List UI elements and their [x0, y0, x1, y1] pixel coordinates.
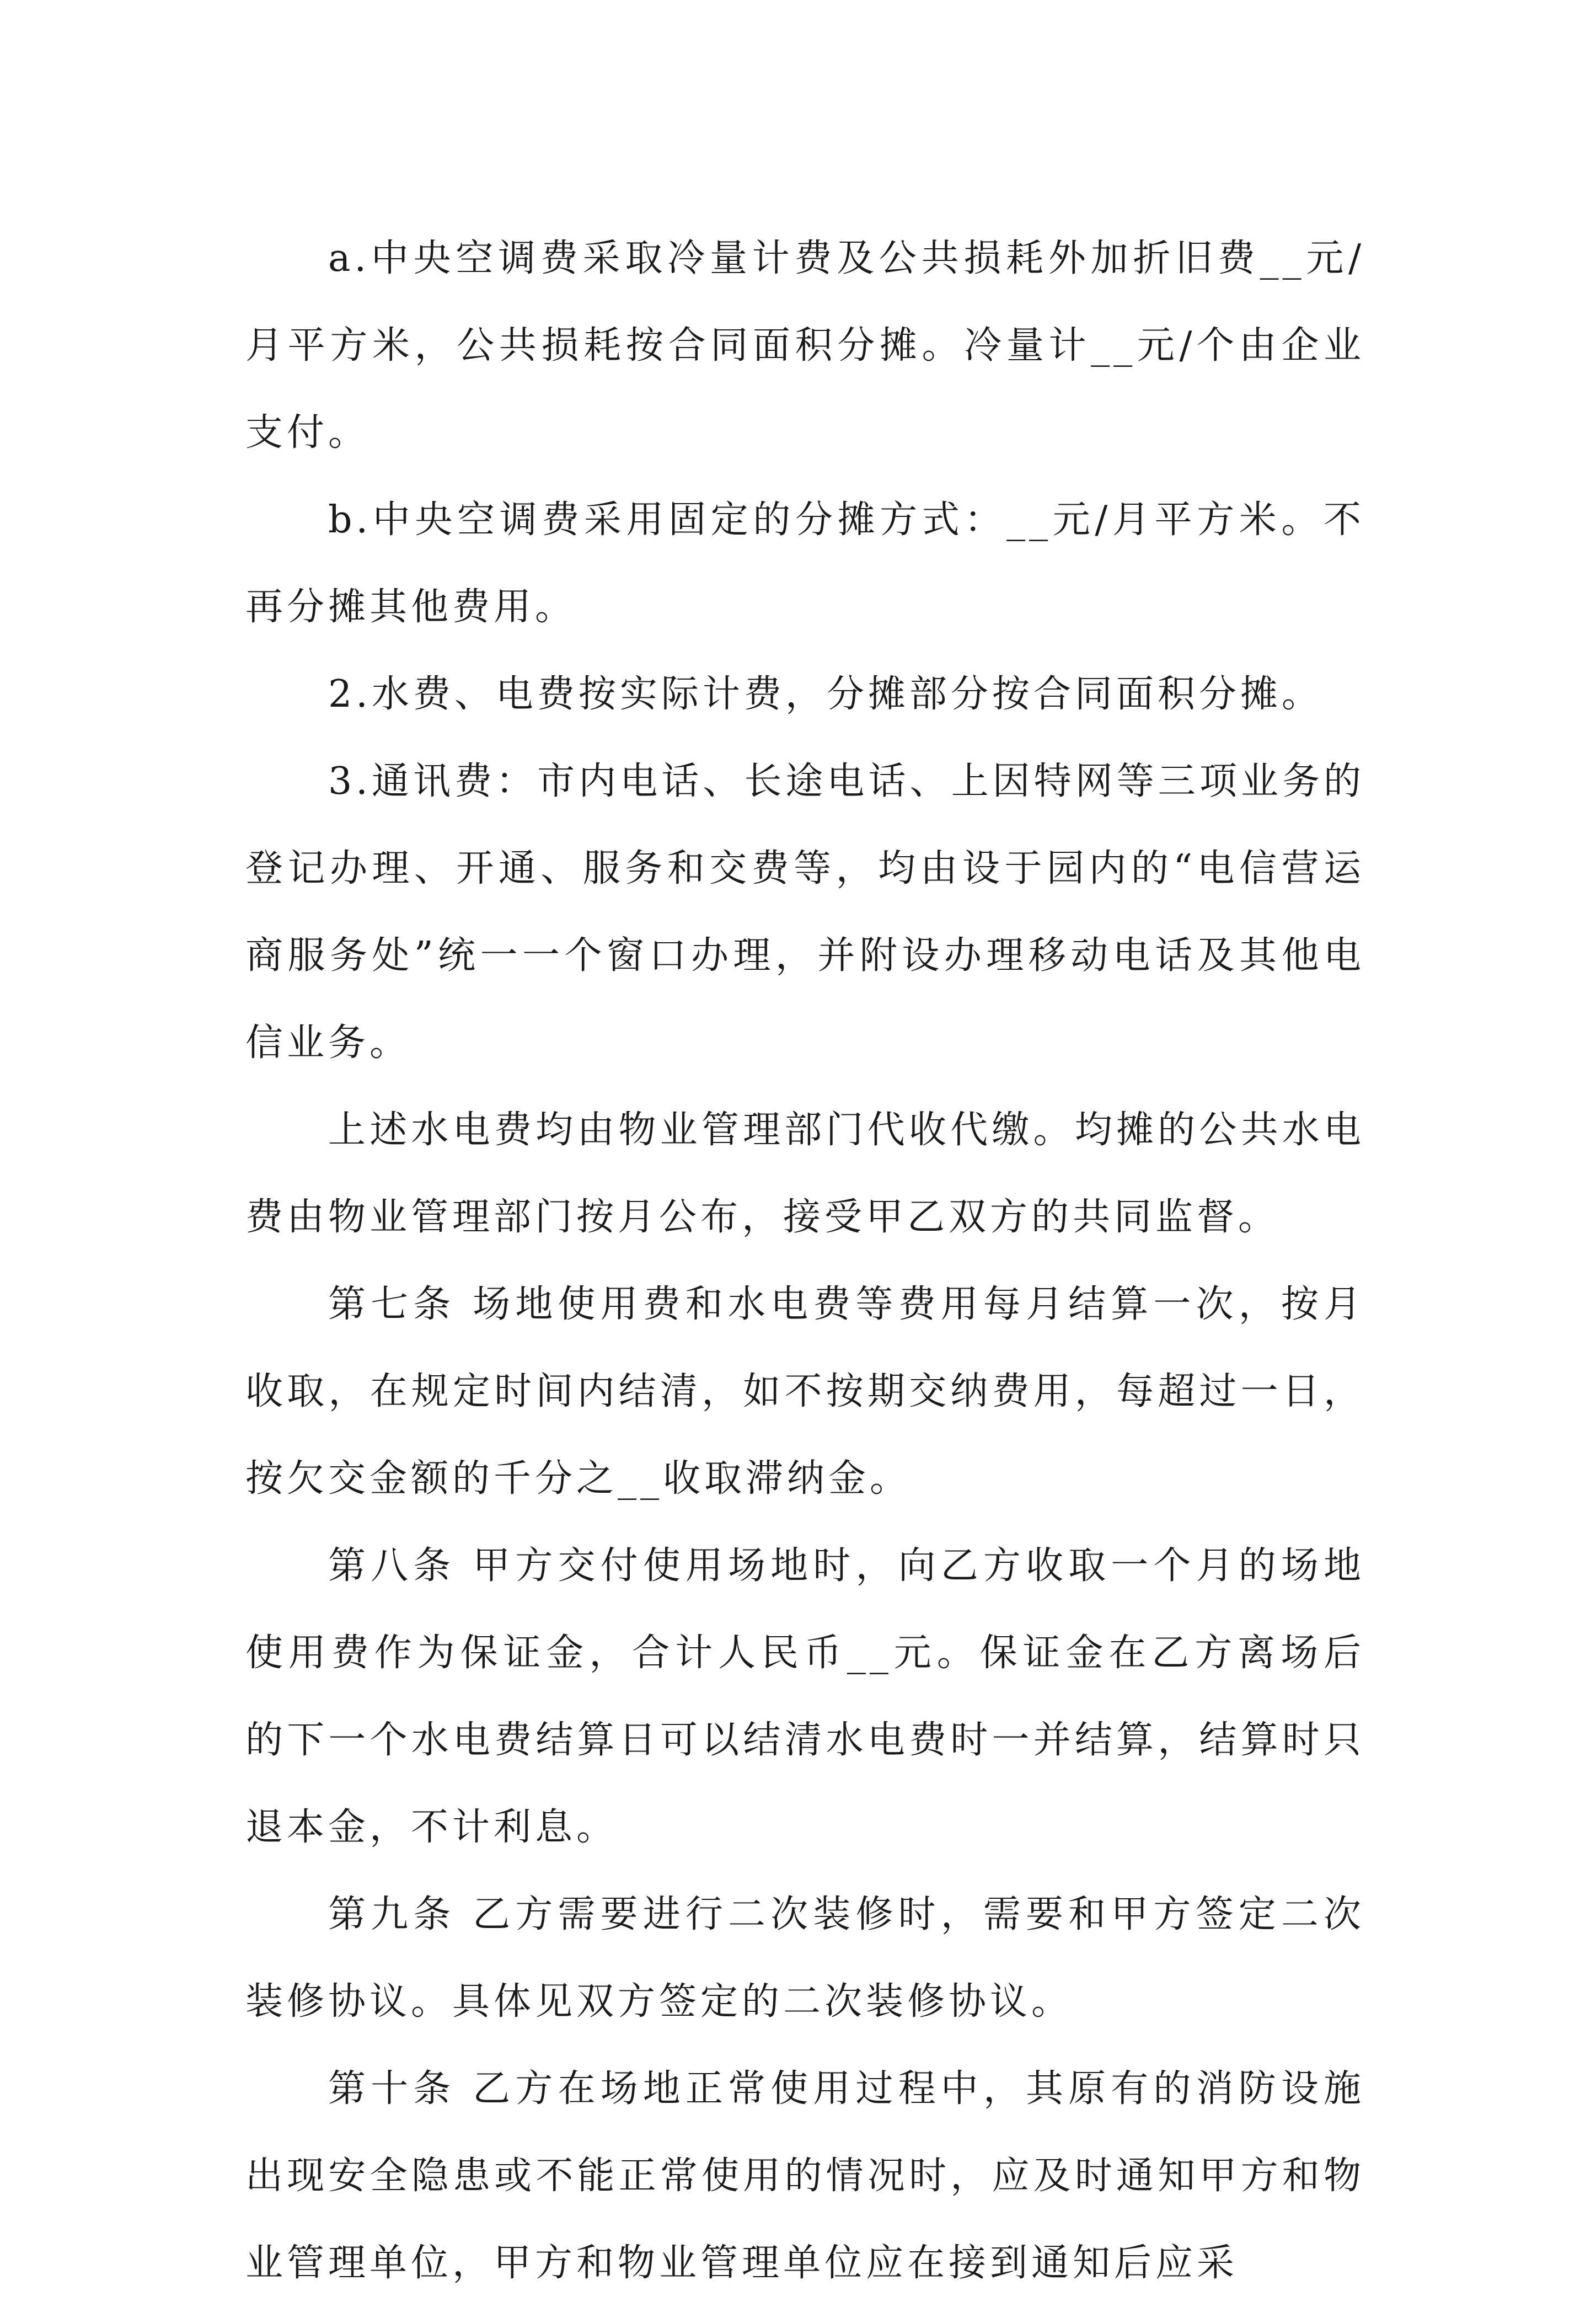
paragraph-article-7: 第七条 场地使用费和水电费等费用每月结算一次，按月收取，在规定时间内结清，如不按期交纳费用，每超过一日，按欠交金额的千分之__收取滞纳金。: [245, 1283, 1365, 1500]
paragraph-article-8: 第八条 甲方交付使用场地时，向乙方收取一个月的场地使用费作为保证金，合计人民币__元。保证金在乙方离场后的下一个水电费结算日可以结清水电费时一并结算，结算时只退本金，不计利息。: [245, 1544, 1365, 1849]
paragraph-article-9: 第九条 乙方需要进行二次装修时，需要和甲方签定二次装修协议。具体见双方签定的二次装修协议。: [245, 1893, 1365, 2023]
paragraph-air-conditioning-b: b.中央空调费采用固定的分摊方式：__元/月平方米。不再分摊其他费用。: [245, 498, 1365, 629]
document-body: [245, 215, 1365, 2307]
paragraph-article-10: 第十条 乙方在场地正常使用过程中，其原有的消防设施出现安全隐患或不能正常使用的情况时，应及时通知甲方和物业管理单位，甲方和物业管理单位应在接到通知后应采: [245, 2067, 1365, 2285]
paragraph-water-electricity: 2.水费、电费按实际计费，分摊部分按合同面积分摊。: [328, 672, 1323, 716]
paragraph-telecom: 3.通讯费：市内电话、长途电话、上因特网等三项业务的登记办理、开通、服务和交费等，均由设于园内的“电信营运商服务处”统一一个窗口办理，并附设办理移动电话及其他电信业务。: [245, 760, 1365, 1065]
paragraph-air-conditioning-a: a.中央空调费采取冷量计费及公共损耗外加折旧费__元/月平方米，公共损耗按合同面积分摊。冷量计__元/个由企业支付。: [245, 237, 1365, 455]
paragraph-utility-collection: 上述水电费均由物业管理部门代收代缴。均摊的公共水电费由物业管理部门按月公布，接受甲乙双方的共同监督。: [245, 1108, 1365, 1239]
